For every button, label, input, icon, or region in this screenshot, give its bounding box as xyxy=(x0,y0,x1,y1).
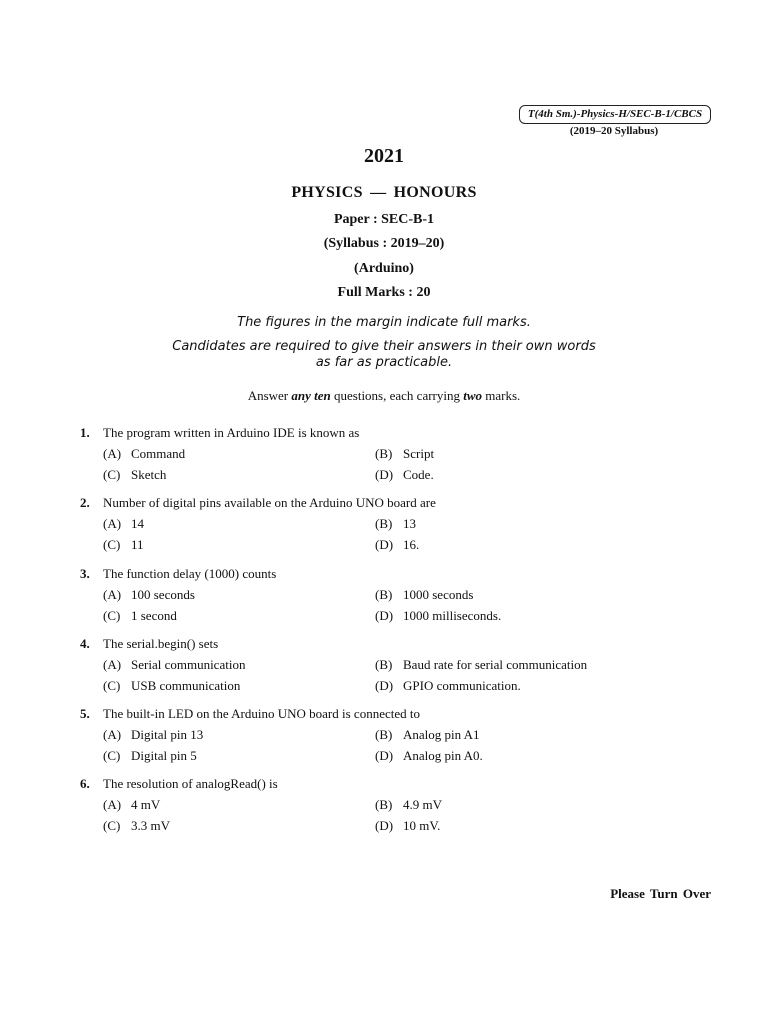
option-label: (B) xyxy=(375,587,393,602)
option-text: Analog pin A0. xyxy=(403,748,483,763)
option-label: (D) xyxy=(375,748,394,763)
answer-mid: questions, each carrying xyxy=(334,388,460,403)
full-marks: Full Marks : 20 xyxy=(337,285,431,300)
question-text: The built-in LED on the Arduino UNO board is connected to xyxy=(103,706,420,721)
option-d xyxy=(375,605,501,626)
paper-code-box xyxy=(519,105,711,124)
option-label: (A) xyxy=(103,587,122,602)
margin-note: The figures in the margin indicate full marks. xyxy=(237,315,531,330)
option-c xyxy=(103,464,166,485)
option-text: 1000 seconds xyxy=(403,587,474,602)
question-4 xyxy=(80,633,720,697)
option-text: 4 mV xyxy=(131,797,161,812)
question-number: 6. xyxy=(80,776,90,791)
option-text: 10 mV. xyxy=(403,818,441,833)
option-label: (C) xyxy=(103,608,121,623)
option-label: (D) xyxy=(375,678,394,693)
option-label: (B) xyxy=(375,657,393,672)
option-text: Baud rate for serial communication xyxy=(403,657,588,672)
option-c xyxy=(103,815,170,836)
candidates-note-line2: as far as practicable. xyxy=(315,355,453,370)
question-2 xyxy=(80,492,720,556)
option-d xyxy=(375,534,419,555)
option-b xyxy=(375,724,480,745)
option-a xyxy=(103,654,245,675)
option-text: Serial communication xyxy=(131,657,246,672)
option-a xyxy=(103,724,203,745)
candidates-note-line1: Candidates are required to give their answers in their own words xyxy=(172,339,596,354)
option-d xyxy=(375,675,521,696)
option-label: (B) xyxy=(375,727,393,742)
question-text: The function delay (1000) counts xyxy=(103,566,277,581)
question-number: 2. xyxy=(80,495,90,510)
answer-any: any ten xyxy=(291,388,331,403)
option-c xyxy=(103,605,177,626)
paper-code: T(4th Sm.)-Physics-H/SEC-B-1/CBCS xyxy=(527,108,703,120)
exam-year: 2021 xyxy=(364,145,404,167)
option-label: (C) xyxy=(103,678,121,693)
option-a xyxy=(103,513,144,534)
option-text: 11 xyxy=(131,537,144,552)
paper-name: Paper : SEC-B-1 xyxy=(333,212,435,227)
option-text: Digital pin 5 xyxy=(131,748,197,763)
question-text: The resolution of analogRead() is xyxy=(103,776,278,791)
option-label: (A) xyxy=(103,516,122,531)
option-text: Analog pin A1 xyxy=(403,727,480,742)
question-text: Number of digital pins available on the Arduino UNO board are xyxy=(103,495,436,510)
subject-title: PHYSICS — HONOURS xyxy=(291,184,477,201)
option-label: (B) xyxy=(375,797,393,812)
option-d xyxy=(375,745,483,766)
option-b xyxy=(375,584,473,605)
option-label: (D) xyxy=(375,608,394,623)
question-5 xyxy=(80,703,720,767)
question-number: 3. xyxy=(80,566,90,581)
option-d xyxy=(375,464,434,485)
option-text: 4.9 mV xyxy=(403,797,442,812)
option-text: 13 xyxy=(403,516,416,531)
question-number: 5. xyxy=(80,706,90,721)
option-text: Sketch xyxy=(131,467,167,482)
option-b xyxy=(375,443,434,464)
option-c xyxy=(103,745,197,766)
question-number: 4. xyxy=(80,636,90,651)
question-text: The program written in Arduino IDE is known as xyxy=(103,425,360,440)
answer-post: marks. xyxy=(485,388,521,403)
option-label: (A) xyxy=(103,727,122,742)
question-6 xyxy=(80,773,720,837)
option-text: USB communication xyxy=(131,678,241,693)
option-label: (A) xyxy=(103,446,122,461)
option-text: Code. xyxy=(403,467,434,482)
option-text: GPIO communication. xyxy=(403,678,521,693)
option-label: (A) xyxy=(103,797,122,812)
option-c xyxy=(103,675,240,696)
question-1 xyxy=(80,422,720,486)
option-label: (C) xyxy=(103,818,121,833)
question-3 xyxy=(80,563,720,627)
topic-title: (Arduino) xyxy=(354,261,414,276)
option-label: (D) xyxy=(375,467,394,482)
option-text: 14 xyxy=(131,516,144,531)
option-text: 1000 milliseconds. xyxy=(403,608,502,623)
option-label: (D) xyxy=(375,537,394,552)
option-text: Script xyxy=(403,446,435,461)
option-label: (A) xyxy=(103,657,122,672)
answer-two: two xyxy=(463,388,483,403)
please-turn-over: Please Turn Over xyxy=(610,886,711,901)
option-d xyxy=(375,815,440,836)
option-c xyxy=(103,534,144,555)
syllabus-note: (2019–20 Syllabus) xyxy=(569,125,659,137)
option-label: (B) xyxy=(375,446,393,461)
answer-pre: Answer xyxy=(247,388,289,403)
option-text: Digital pin 13 xyxy=(131,727,204,742)
syllabus-year: (Syllabus : 2019–20) xyxy=(323,236,445,251)
option-label: (D) xyxy=(375,818,394,833)
option-b xyxy=(375,654,587,675)
option-label: (C) xyxy=(103,537,121,552)
option-a xyxy=(103,443,185,464)
option-label: (C) xyxy=(103,748,121,763)
question-text: The serial.begin() sets xyxy=(103,636,219,651)
option-a xyxy=(103,794,160,815)
option-text: 3.3 mV xyxy=(131,818,170,833)
option-b xyxy=(375,513,416,534)
option-text: 100 seconds xyxy=(131,587,195,602)
option-text: Command xyxy=(131,446,186,461)
option-text: 16. xyxy=(403,537,420,552)
answer-instruction xyxy=(0,388,768,404)
option-b xyxy=(375,794,442,815)
option-text: 1 second xyxy=(131,608,177,623)
option-label: (C) xyxy=(103,467,121,482)
question-number: 1. xyxy=(80,425,90,440)
option-label: (B) xyxy=(375,516,393,531)
option-a xyxy=(103,584,195,605)
